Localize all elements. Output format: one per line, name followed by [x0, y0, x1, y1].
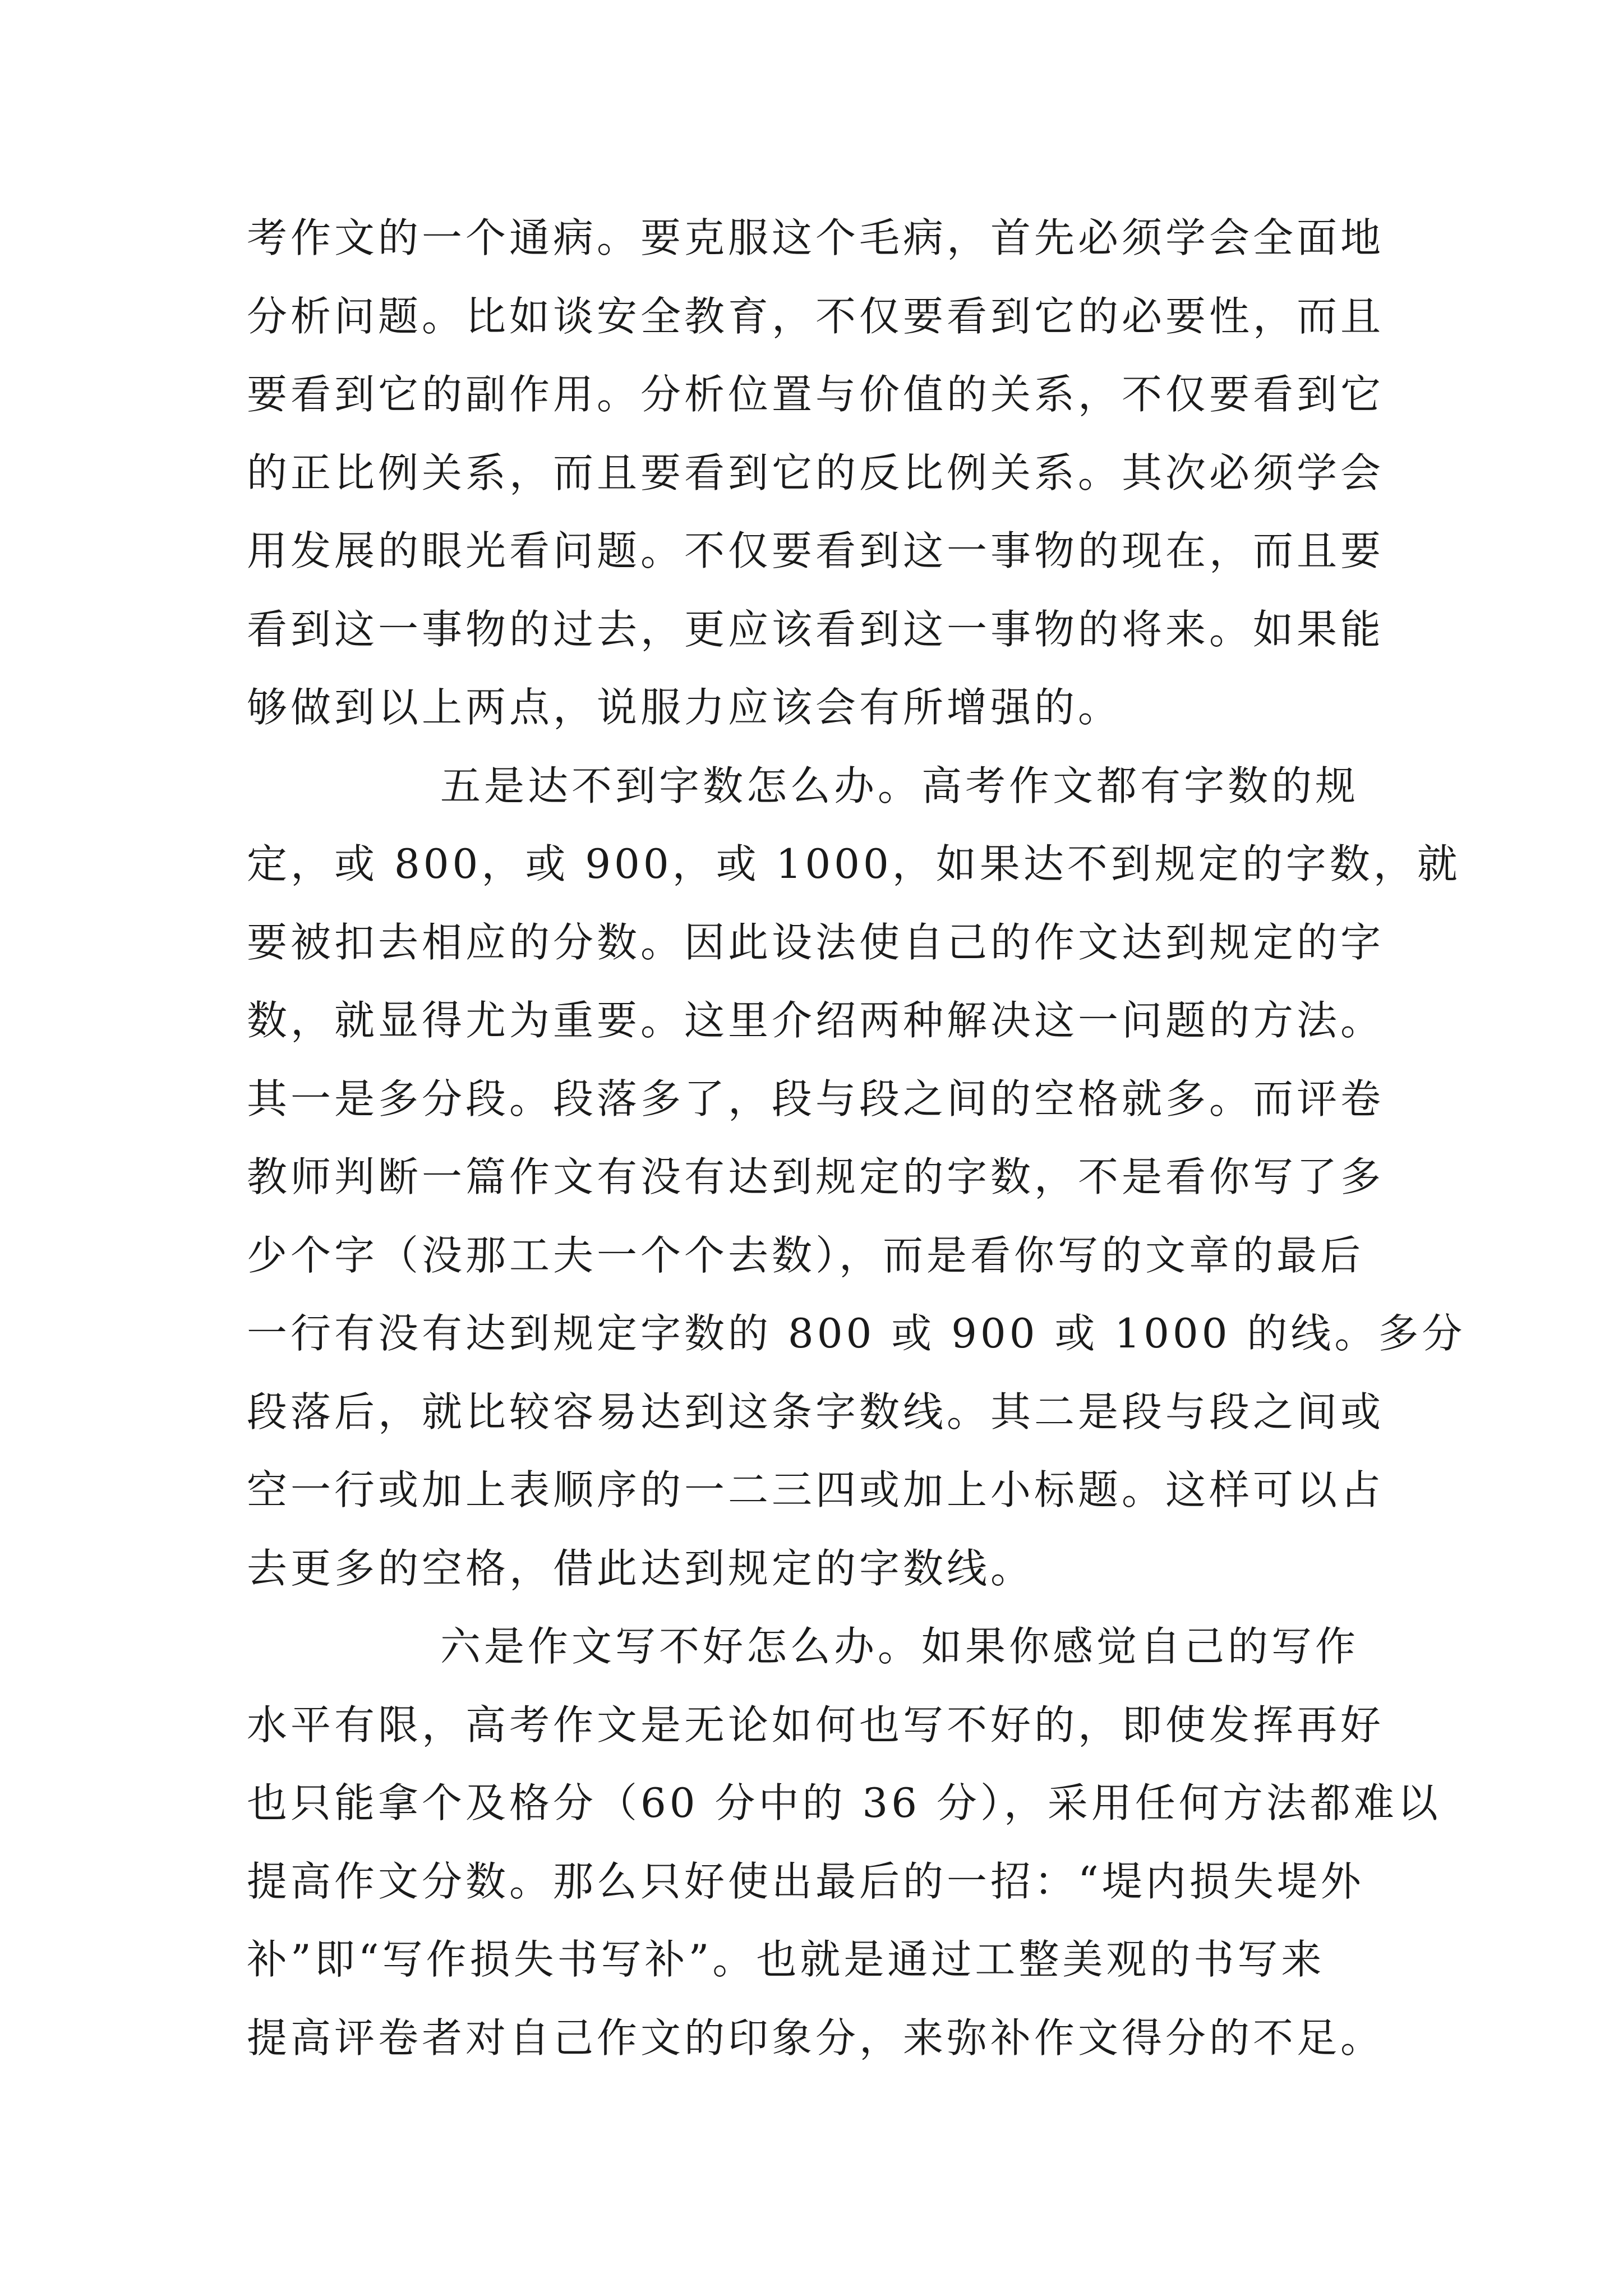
- text-line: 提高作文分数。那么只好使出最后的一招：“堤内损失堤外: [247, 1857, 1364, 1905]
- text-line: 去更多的空格，借此达到规定的字数线。: [247, 1544, 1035, 1592]
- text-line: 够做到以上两点，说服力应该会有所增强的。: [247, 684, 1122, 731]
- text-line-indented: 五是达不到字数怎么办。高考作文都有字数的规: [440, 762, 1359, 809]
- text-line: 考作文的一个通病。要克服这个毛病，首先必须学会全面地: [247, 214, 1385, 261]
- text-line: 分析问题。比如谈安全教育，不仅要看到它的必要性，而且: [247, 292, 1385, 340]
- paragraph-1: [247, 199, 1413, 747]
- text-line: 水平有限，高考作文是无论如何也写不好的，即使发挥再好: [247, 1701, 1385, 1749]
- body-text: [247, 199, 1466, 2077]
- text-line: 数，就显得尤为重要。这里介绍两种解决这一问题的方法。: [247, 997, 1385, 1044]
- text-line: 要被扣去相应的分数。因此设法使自己的作文达到规定的字: [247, 918, 1385, 966]
- text-line: 要看到它的副作用。分析位置与价值的关系，不仅要看到它: [247, 371, 1385, 418]
- text-line: 也只能拿个及格分（60 分中的 36 分），采用任何方法都难以: [247, 1779, 1441, 1826]
- text-line: 提高评卷者对自己作文的印象分，来弥补作文得分的不足。: [247, 2014, 1385, 2062]
- paragraph-3: [247, 1608, 1441, 2077]
- text-line: 少个字（没那工夫一个个去数），而是看你写的文章的最后: [247, 1231, 1364, 1279]
- text-line: 用发展的眼光看问题。不仅要看到这一事物的现在，而且要: [247, 527, 1385, 574]
- text-line-indented: 六是作文写不好怎么办。如果你感觉自己的写作: [440, 1623, 1359, 1670]
- text-line: 补”即“写作损失书写补”。也就是通过工整美观的书写来: [247, 1936, 1325, 1983]
- text-line: 其一是多分段。段落多了，段与段之间的空格就多。而评卷: [247, 1075, 1385, 1122]
- text-line: 段落后，就比较容易达到这条字数线。其二是段与段之间或: [247, 1388, 1385, 1435]
- text-line: 一行有没有达到规定字数的 800 或 900 或 1000 的线。多分: [247, 1310, 1466, 1357]
- text-line: 的正比例关系，而且要看到它的反比例关系。其次必须学会: [247, 449, 1385, 496]
- text-line: 定，或 800，或 900，或 1000，如果达不到规定的字数，就: [247, 840, 1461, 887]
- text-line: 教师判断一篇作文有没有达到规定的字数，不是看你写了多: [247, 1153, 1385, 1200]
- paragraph-2: [247, 747, 1466, 1608]
- text-line: 空一行或加上表顺序的一二三四或加上小标题。这样可以占: [247, 1466, 1385, 1513]
- text-line: 看到这一事物的过去，更应该看到这一事物的将来。如果能: [247, 605, 1385, 653]
